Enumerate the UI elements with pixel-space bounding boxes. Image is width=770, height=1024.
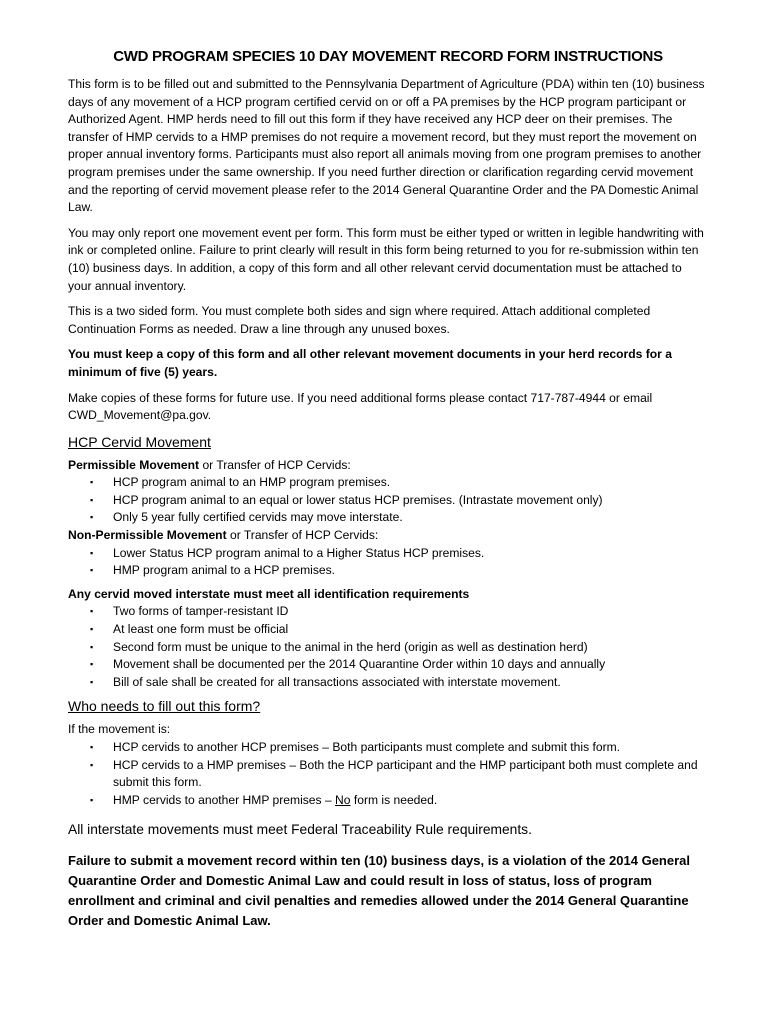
permissible-list [68, 474, 708, 527]
intro-paragraph-2: You may only report one movement event per form. This form must be either typed or written in legible handwriting with ink or completed online. Failure to print clearly will result in this form being returned to you for re-submission within ten (10) business days. In addition, a copy of this form and all other relevant cervid documentation must be attached to your annual inventory. [68, 225, 704, 293]
traceability-note: All interstate movements must meet Federal Traceability Rule requirements. [68, 822, 532, 838]
non-permissible-list [68, 545, 708, 580]
list-item-text: HMP cervids to another HMP premises – [113, 792, 336, 807]
list-item-text: Lower Status HCP program animal to a Higher Status HCP premises. [113, 545, 485, 560]
list-item [68, 562, 708, 580]
list-item [68, 757, 708, 792]
contact-paragraph: Make copies of these forms for future use. If you need additional forms please contact 717-787-4944 or email CWD_Movement@pa.gov. [68, 390, 653, 423]
list-item-text: Second form must be unique to the animal in the herd (origin as well as destination herd) [113, 639, 588, 654]
list-item [68, 739, 708, 757]
retention-notice: You must keep a copy of this form and all other relevant movement documents in your herd records for a minimum of five (5) years. [68, 347, 672, 379]
list-item-text: At least one form must be official [113, 622, 289, 637]
list-item-text: HCP cervids to another HCP premises [113, 740, 323, 754]
list-item [68, 545, 708, 563]
bullet-icon: ▪ [90, 659, 94, 670]
list-item-text: Two forms of tamper-resistant ID [113, 604, 289, 619]
non-permissible-heading [68, 527, 708, 545]
list-item-text: Bill of sale shall be created for all transactions associated with interstate movement. [113, 674, 561, 689]
list-item [68, 509, 708, 527]
non-permissible-label: Non-Permissible Movement [68, 528, 227, 543]
list-item [68, 656, 708, 674]
list-item-text: HCP cervids to a HMP premises [113, 757, 290, 772]
list-item-text: – Both the HCP participant and the HMP participant both must complete and submit this form. [113, 757, 698, 790]
bullet-icon: ▪ [90, 494, 94, 505]
permissible-suffix: or Transfer of HCP Cervids: [199, 457, 351, 472]
non-permissible-suffix: or Transfer of HCP Cervids: [226, 528, 379, 543]
list-item [68, 792, 708, 810]
list-item-text: HCP program animal to an HMP program premises. [113, 475, 391, 490]
bullet-icon: ▪ [90, 759, 94, 770]
final-warning: Failure to submit a movement record within ten (10) business days, is a violation of the 2014 General Quarantine Order and Domestic Animal Law and could result in loss of status, loss of program enrollment and criminal and civil penalties and remedies allowed under the 2014 General Quarantine Order and Domestic Animal Law. [68, 853, 691, 929]
list-item-text: – Both participants must complete and submit this form. [322, 740, 621, 754]
list-item-text: Only 5 year fully certified cervids may move interstate. [113, 510, 403, 525]
who-needs-heading: Who needs to fill out this form? [68, 698, 261, 715]
bullet-icon: ▪ [90, 641, 94, 652]
bullet-icon: ▪ [90, 742, 94, 752]
intro-paragraph-3: This is a two sided form. You must complete both sides and sign where required. Attach additional completed Continuation Forms as needed. Draw a line through any unused boxes. [68, 304, 651, 336]
list-item [68, 639, 708, 657]
interstate-id-heading: Any cervid moved interstate must meet all identification requirements [68, 586, 470, 601]
list-item-text: form is needed. [350, 792, 438, 807]
list-item-text: Movement shall be documented per the 2014 Quarantine Order within 10 days and annually [113, 657, 606, 672]
hcp-movement-heading: HCP Cervid Movement [68, 433, 211, 450]
who-needs-lead: If the movement is: [68, 722, 171, 737]
bullet-icon: ▪ [90, 794, 94, 805]
page-title: CWD PROGRAM SPECIES 10 DAY MOVEMENT RECORD FORM INSTRUCTIONS [113, 48, 663, 65]
bullet-icon: ▪ [90, 606, 94, 617]
document-page [68, 48, 708, 931]
bullet-icon: ▪ [90, 676, 94, 687]
permissible-heading [68, 457, 708, 475]
bullet-icon: ▪ [90, 512, 94, 523]
bullet-icon: ▪ [90, 547, 94, 558]
list-item [68, 492, 708, 510]
permissible-label: Permissible Movement [68, 457, 200, 472]
list-item-text: HCP program animal to an equal or lower status HCP premises. (Intrastate movement only) [113, 492, 603, 507]
list-item [68, 674, 708, 692]
bullet-icon: ▪ [90, 624, 94, 635]
intro-paragraph-1: This form is to be filled out and submitted to the Pennsylvania Department of Agriculture (PDA) within ten (10) business days of any movement of a HCP program certified cervid on or off a PA premises by the HCP program participant or Authorized Agent. HMP herds need to fill out this form if they have received any HCP deer on their premises. The transfer of HMP cervids to a HMP premises do not require a movement record, but they must report the movement on proper annual inventory forms. Participants must also report all animals moving from one program premises to another program premises under the same ownership. If you need further direction or clarification regarding cervid movement and the reporting of cervid movement please refer to the 2014 General Quarantine Order and the PA Domestic Animal Law. [68, 77, 705, 215]
list-item [68, 621, 708, 639]
bullet-icon: ▪ [90, 565, 94, 576]
interstate-id-list [68, 603, 708, 691]
list-item-text: HMP program animal to a HCP premises. [113, 563, 336, 578]
bullet-icon: ▪ [90, 477, 94, 488]
list-item [68, 603, 708, 621]
no-emphasis: No [335, 792, 351, 807]
list-item [68, 474, 708, 492]
who-needs-list [68, 739, 708, 809]
